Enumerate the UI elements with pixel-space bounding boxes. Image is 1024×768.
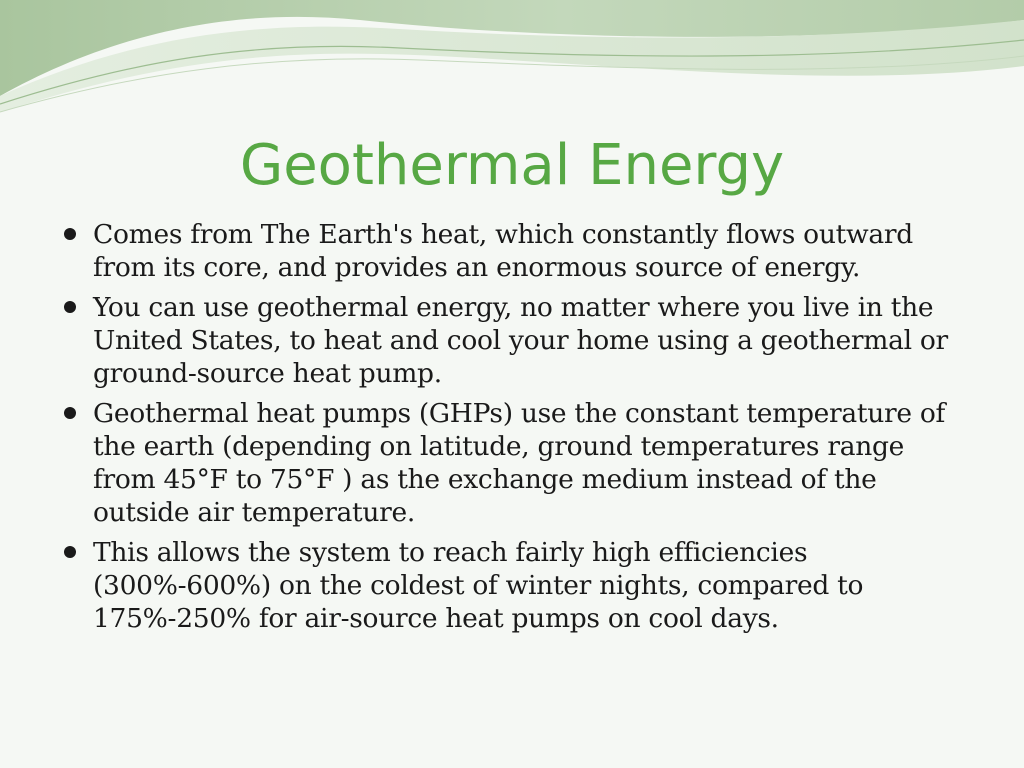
list-item: [64, 397, 964, 529]
bullet-icon: [64, 228, 76, 240]
bullet-text: Comes from The Earth's heat, which constantly flows outward from its core, and provides an enormous source of energy.: [93, 219, 913, 283]
bullet-text: Geothermal heat pumps (GHPs) use the constant temperature of the earth (depending on latitude, ground temperatures range from 45°F to 75°F ) as the exchange medium instead of the outside air temperature.: [93, 398, 946, 528]
decorative-swoosh-banner: [0, 0, 1024, 140]
bullet-icon: [64, 301, 76, 313]
bullet-text: You can use geothermal energy, no matter where you live in the United States, to heat and cool your home using a geothermal or ground-source heat pump.: [93, 292, 948, 389]
page-title: Geothermal Energy: [239, 133, 785, 198]
bullet-icon: [64, 407, 76, 419]
list-item: [64, 291, 964, 390]
bullet-list: [64, 218, 964, 642]
list-item: [64, 536, 964, 635]
list-item: [64, 218, 964, 284]
bullet-icon: [64, 546, 76, 558]
bullet-text: This allows the system to reach fairly high efficiencies (300%-600%) on the coldest of winter nights, compared to 175%-250% for air-source heat pumps on cool days.: [93, 537, 864, 634]
